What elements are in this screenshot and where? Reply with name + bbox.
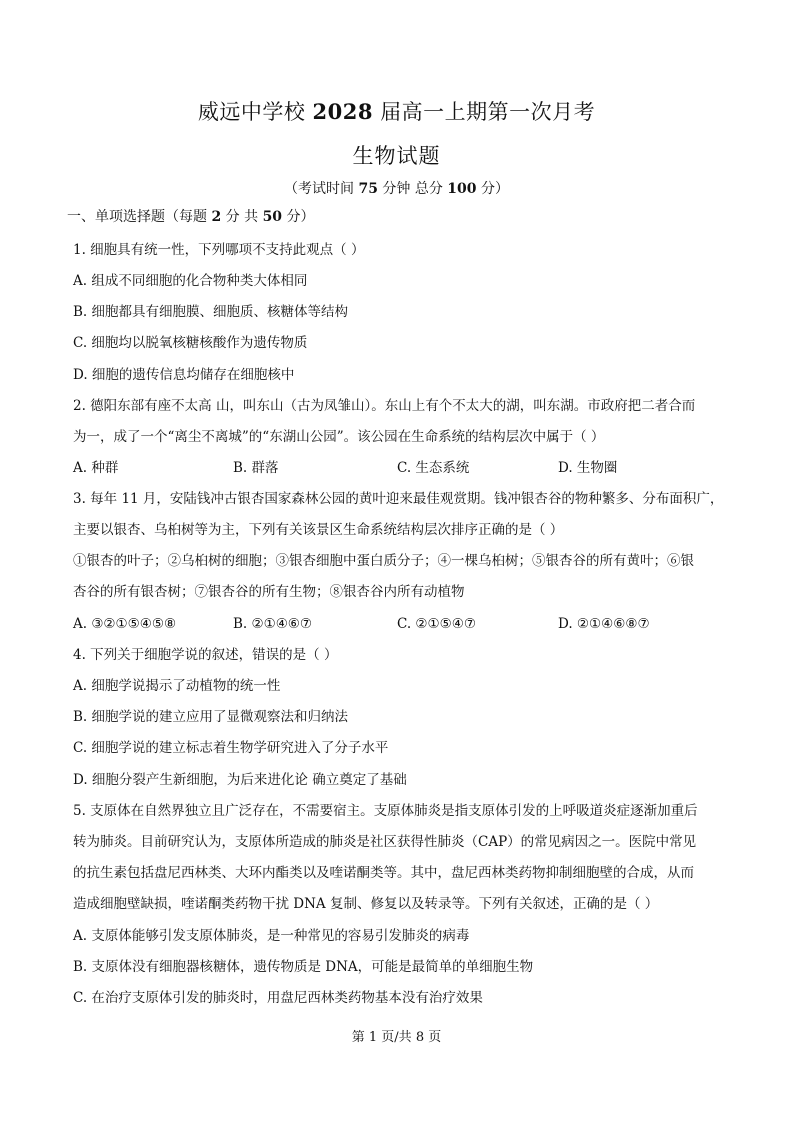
q4-option-a: A. 细胞学说揭示了动植物的统一性 bbox=[73, 678, 281, 694]
exam-info bbox=[0, 178, 793, 198]
q1-option-b: B. 细胞都具有细胞膜、细胞质、核糖体等结构 bbox=[73, 304, 349, 320]
q1-option-c: C. 细胞均以脱氧核糖核酸作为遗传物质 bbox=[73, 335, 308, 351]
q5-option-c: C. 在治疗支原体引发的肺炎时，用盘尼西林类药物基本没有治疗效果 bbox=[73, 990, 483, 1006]
section-heading bbox=[67, 208, 315, 226]
subject-title: 生物试题 bbox=[352, 144, 441, 168]
score-unit: 分） bbox=[480, 181, 509, 197]
q2-stem-line2: 为一，成了一个“离尘不离城”的“东湖山公园”。该公园在生命系统的结构层次中属于（ ） bbox=[73, 429, 605, 445]
section-mid: 分 共 bbox=[225, 209, 259, 225]
q1-option-d: D. 细胞的遗传信息均储存在细胞核中 bbox=[73, 367, 295, 383]
q5-stem-line4: 造成细胞壁缺损，喹诺酮类药物干扰 DNA 复制、修复以及转录等。下列有关叙述，正确的是（ ） bbox=[73, 896, 659, 912]
section-total: 50 bbox=[262, 209, 283, 225]
q3-option-a: A. ③②①⑤④⑤⑧ bbox=[73, 616, 177, 632]
exam-info-open: （考试时间 bbox=[284, 181, 354, 197]
score-value: 100 bbox=[447, 181, 477, 197]
time-unit: 分钟 bbox=[382, 181, 411, 197]
q5-option-a: A. 支原体能够引发支原体肺炎，是一种常见的容易引发肺炎的病毒 bbox=[73, 928, 470, 944]
q4-option-b: B. 细胞学说的建立应用了显微观察法和归纳法 bbox=[73, 709, 349, 725]
q3-option-c: C. ②①⑤④⑦ bbox=[397, 616, 476, 632]
q5-option-b: B. 支原体没有细胞器核糖体，遗传物质是 DNA，可能是最简单的单细胞生物 bbox=[73, 959, 534, 975]
title-grade: 届高一上期第一次月考 bbox=[380, 100, 596, 124]
q1-stem: 1. 细胞具有统一性，下列哪项不支持此观点（ ） bbox=[73, 242, 365, 258]
title-school: 威远中学校 bbox=[197, 100, 306, 124]
q2-option-b: B. 群落 bbox=[233, 460, 279, 476]
section-label: 一、单项选择题（每题 bbox=[67, 209, 207, 225]
q4-stem: 4. 下列关于细胞学说的叙述，错误的是（ ） bbox=[73, 647, 338, 663]
q3-option-b: B. ②①④⑥⑦ bbox=[233, 616, 313, 632]
q2-stem-line1: 2. 德阳东部有座不太高 山，叫东山（古为凤雏山）。东山上有个不太大的湖，叫东湖。市政府把二者合而 bbox=[73, 398, 696, 414]
page-number: 第 1 页/共 8 页 bbox=[351, 1030, 442, 1045]
q5-stem-line2: 转为肺炎。目前研究认为，支原体所造成的肺炎是社区获得性肺炎（CAP）的常见病因之一。医院中常见 bbox=[73, 834, 697, 850]
q3-stem-line3: ①银杏的叶子；②乌桕树的细胞；③银杏细胞中蛋白质分子；④一棵乌桕树；⑤银杏谷的所有黄叶；⑥银 bbox=[73, 553, 694, 569]
q3-stem-line2: 主要以银杏、乌桕树等为主，下列有关该景区生命系统结构层次排序正确的是（ ） bbox=[73, 522, 564, 538]
title-year: 2028 bbox=[312, 99, 373, 124]
q3-stem-line1: 3. 每年 11 月，安陆钱冲古银杏国家森林公园的黄叶迎来最佳观赏期。钱冲银杏谷的物种繁多、分布面积广， bbox=[73, 491, 724, 507]
section-per-question: 2 bbox=[211, 209, 222, 225]
section-end: 分） bbox=[286, 209, 315, 225]
q5-stem-line3: 的抗生素包括盘尼西林类、大环内酯类以及喹诺酮类等。其中，盘尼西林类药物抑制细胞壁的合成，从而 bbox=[73, 865, 694, 881]
q1-option-a: A. 组成不同细胞的化合物种类大体相同 bbox=[73, 273, 308, 289]
exam-title bbox=[0, 96, 793, 126]
q2-option-a: A. 种群 bbox=[73, 460, 119, 476]
q2-option-c: C. 生态系统 bbox=[397, 460, 470, 476]
q5-stem-line1: 5. 支原体在自然界独立且广泛存在，不需要宿主。支原体肺炎是指支原体引发的上呼吸道炎症逐渐加重后 bbox=[73, 803, 698, 819]
q2-option-d: D. 生物圈 bbox=[558, 460, 618, 476]
q3-option-d: D. ②①④⑥⑧⑦ bbox=[558, 616, 650, 632]
time-value: 75 bbox=[358, 181, 378, 197]
q4-option-c: C. 细胞学说的建立标志着生物学研究进入了分子水平 bbox=[73, 740, 389, 756]
score-label: 总分 bbox=[414, 181, 443, 197]
q3-stem-line4: 杏谷的所有银杏树；⑦银杏谷的所有生物；⑧银杏谷内所有动植物 bbox=[73, 584, 465, 600]
q4-option-d: D. 细胞分裂产生新细胞，为后来进化论 确立奠定了基础 bbox=[73, 772, 407, 788]
